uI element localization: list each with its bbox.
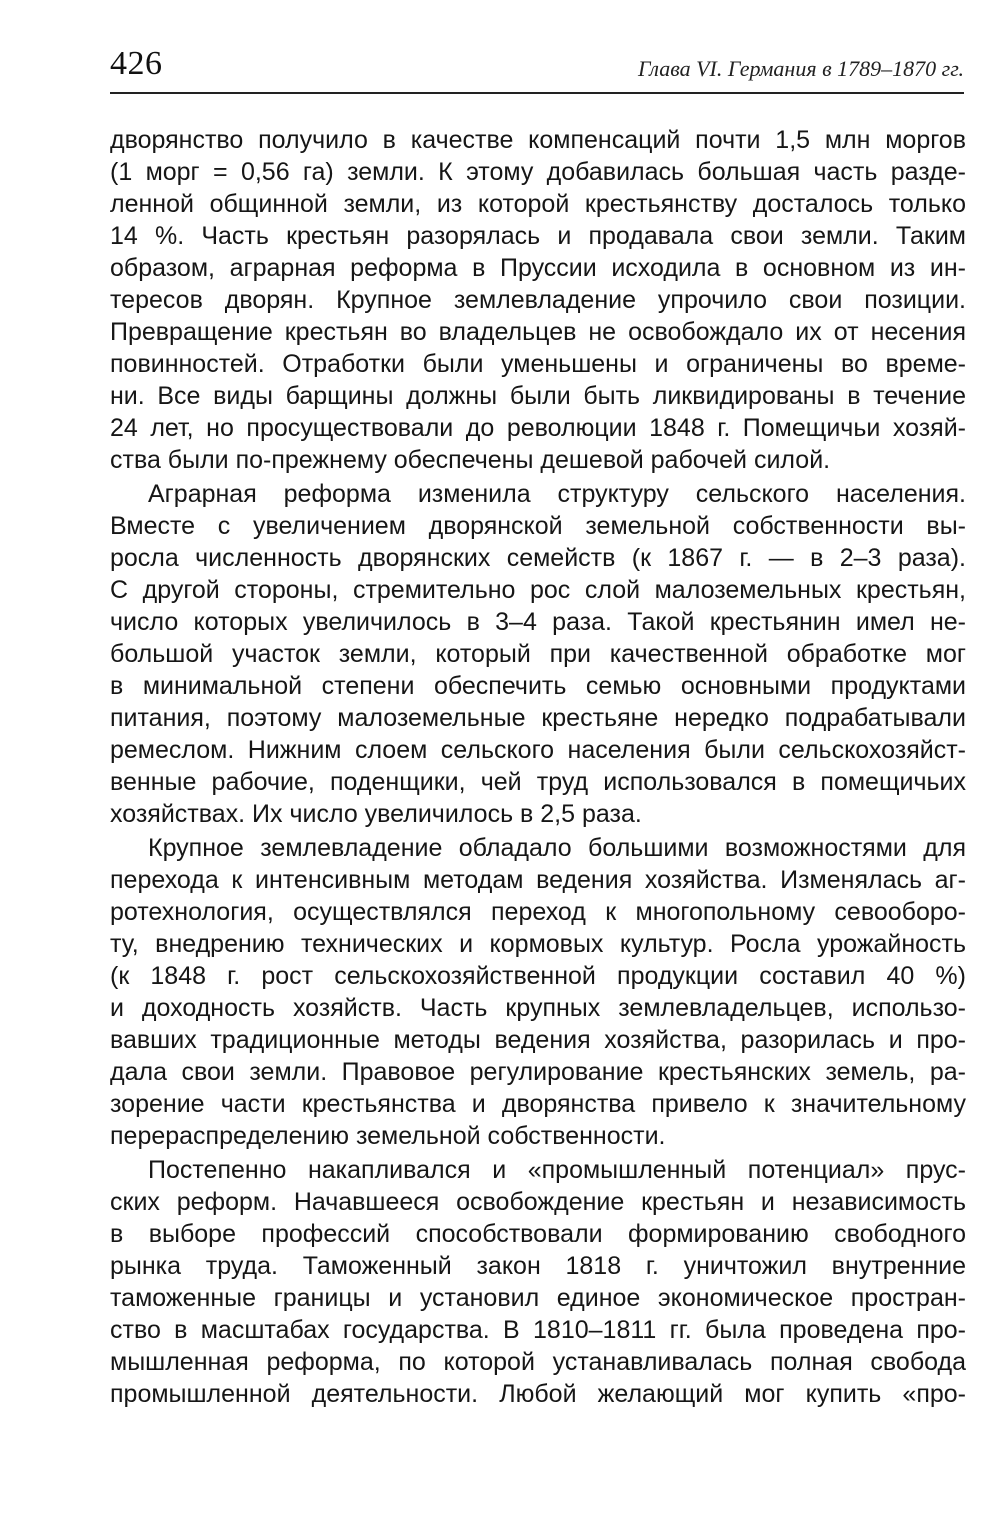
text-line: питания, поэтому малоземельные крестьяне нередко подрабатывали	[110, 704, 966, 732]
paragraph	[110, 124, 966, 476]
text-line: ротехнология, осуществлялся переход к многопольному севооборо-	[110, 898, 966, 926]
text-line: (к 1848 г. рост сельскохозяйственной продукции составил 40 %)	[110, 962, 966, 990]
text-line: в минимальной степени обеспечить семью основными продуктами	[110, 672, 966, 700]
text-line: ских реформ. Начавшееся освобождение крестьян и независимость	[110, 1188, 966, 1216]
text-line: вавших традиционные методы ведения хозяйства, разорилась и про-	[110, 1026, 966, 1054]
text-line: мышленная реформа, по которой устанавливалась полная свобода	[110, 1348, 966, 1376]
text-line: хозяйствах. Их число увеличилось в 2,5 раза.	[110, 800, 642, 828]
text-line: венные рабочие, поденщики, чей труд использовался в помещичьих	[110, 768, 966, 796]
text-line: промышленной деятельности. Любой желающий мог купить «про-	[110, 1380, 966, 1408]
text-line: число которых увеличилось в 3–4 раза. Такой крестьянин имел не-	[110, 608, 966, 636]
text-line: перераспределению земельной собственности.	[110, 1122, 666, 1150]
text-line: перехода к интенсивным методам ведения хозяйства. Изменялась аг-	[110, 866, 966, 894]
running-head: Глава VI. Германия в 1789–1870 гг.	[637, 56, 964, 81]
text-line: образом, аграрная реформа в Пруссии исходила в основном из ин-	[110, 254, 966, 282]
text-line: ту, внедрению технических и кормовых культур. Росла урожайность	[110, 930, 966, 958]
paragraph	[110, 478, 966, 830]
text-line: дала свои земли. Правовое регулирование крестьянских земель, ра-	[110, 1058, 966, 1086]
text-line: зорение части крестьянства и дворянства привело к значительному	[110, 1090, 966, 1118]
text-line: Вместе с увеличением дворянской земельной собственности вы-	[110, 512, 966, 540]
text-line: Постепенно накапливался и «промышленный потенциал» прус-	[148, 1156, 966, 1184]
header-rule	[110, 92, 964, 94]
text-line: росла численность дворянских семейств (к 1867 г. — в 2–3 раза).	[110, 544, 966, 572]
text-line: ство в масштабах государства. В 1810–1811 гг. была проведена про-	[110, 1316, 966, 1344]
text-line: повинностей. Отработки были уменьшены и ограничены во време-	[110, 350, 966, 378]
text-line: ленной общинной земли, из которой крестьянству досталось только	[110, 190, 966, 218]
text-line: таможенные границы и установил единое экономическое простран-	[110, 1284, 966, 1312]
paragraph	[110, 832, 966, 1152]
text-line: рынка труда. Таможенный закон 1818 г. уничтожил внутренние	[110, 1252, 966, 1280]
text-line: ства были по-прежнему обеспечены дешевой рабочей силой.	[110, 446, 831, 474]
text-line: ремеслом. Нижним слоем сельского населения были сельскохозяйст-	[110, 736, 966, 764]
text-line: 24 лет, но просуществовали до революции 1848 г. Помещичьи хозяй-	[110, 414, 966, 442]
text-line: Крупное землевладение обладало большими возможностями для	[148, 834, 966, 862]
text-line: в выборе профессий способствовали формированию свободного	[110, 1220, 966, 1248]
text-line: Аграрная реформа изменила структуру сельского населения.	[148, 480, 966, 508]
text-line: (1 морг = 0,56 га) земли. К этому добавилась большая часть разде-	[110, 158, 966, 186]
text-line: большой участок земли, который при качественной обработке мог	[110, 640, 966, 668]
text-line: С другой стороны, стремительно рос слой малоземельных крестьян,	[110, 576, 966, 604]
text-line: тересов дворян. Крупное землевладение упрочило свои позиции.	[110, 286, 966, 314]
body-text	[110, 124, 966, 1410]
text-line: и доходность хозяйств. Часть крупных землевладельцев, использо-	[110, 994, 966, 1022]
page-number: 426	[110, 45, 163, 82]
text-line: 14 %. Часть крестьян разорялась и продавала свои земли. Таким	[110, 222, 966, 250]
text-line: Превращение крестьян во владельцев не освобождало их от несения	[110, 318, 966, 346]
text-line: дворянство получило в качестве компенсаций почти 1,5 млн моргов	[110, 126, 966, 154]
paragraph	[110, 1154, 966, 1410]
text-line: ни. Все виды барщины должны были быть ликвидированы в течение	[110, 382, 966, 410]
